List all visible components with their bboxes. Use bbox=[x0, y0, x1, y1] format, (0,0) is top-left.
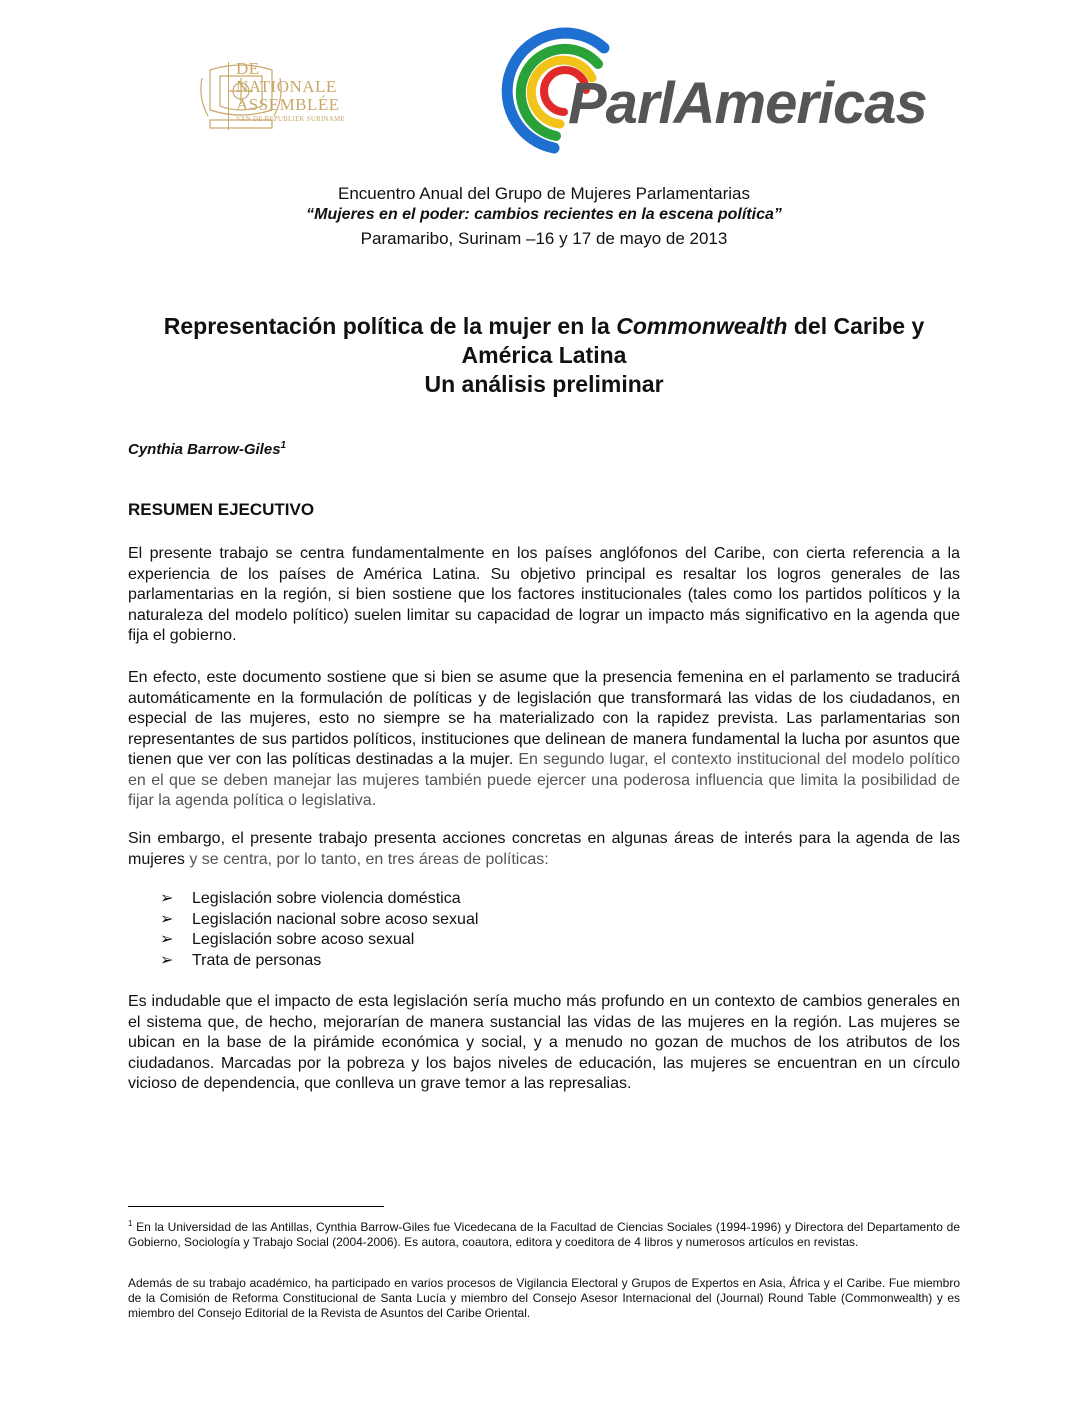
assembly-line-1: DE bbox=[236, 59, 260, 78]
paragraph-1: El presente trabajo se centra fundamentalmente en los países anglófonos del Caribe, con cierta referencia a la experiencia de los países de América Latina. Su objetivo principal es resaltar los logros generales de las parlamentarias en la región, si bien sostiene que los factores institucionales (tales como los partidos políticos y la naturaleza del modelo político) suelen limitar su capacidad de lograr un impacto más significativo en la agenda que fija el gobierno. bbox=[128, 545, 960, 644]
national-assembly-wordmark bbox=[236, 60, 345, 124]
assembly-line-4: VAN DE REPUBLIEK SURINAME bbox=[236, 115, 345, 123]
list-item: ➢ Trata de personas bbox=[160, 951, 478, 972]
footnote-ref[interactable]: 1 bbox=[280, 440, 287, 451]
assembly-line-2: NATIONALE bbox=[236, 77, 337, 96]
author-name: Cynthia Barrow-Giles$^1$ bbox=[128, 440, 287, 458]
list-item: ➢ Legislación sobre violencia doméstica bbox=[160, 889, 478, 910]
document-title-line-1: Representación política de la mujer en la Commonwealth del Caribe y bbox=[163, 313, 925, 339]
title-italic-word: Commonwealth bbox=[616, 313, 788, 339]
arrow-bullet-icon: ➢ bbox=[160, 890, 174, 907]
paragraph-2: En efecto, este documento sostiene que si bien se asume que la presencia femenina en el parlamento se traducirá automáticamente en la formulación de políticas y de legislación que transformará las vidas de los ciudadanos, en especial de las mujeres, esto no siempre se ha materializado con la rapidez prevista. Las parlamentarias son representantes de sus partidos políticos, instituciones que delinean de manera fundamental la lucha por asuntos que tienen que ver con las políticas destinadas a la mujer. En segundo lugar, el contexto institucional del modelo político en el que se deben manejar las mujeres también puede ejercer una poderosa influencia que limita la posibilidad de fijar la agenda política o legislativa. bbox=[128, 669, 960, 809]
list-item: ➢ Legislación nacional sobre acoso sexual bbox=[160, 910, 478, 931]
document-title-line-3: Un análisis preliminar bbox=[424, 371, 664, 397]
event-place-date: Paramaribo, Surinam –16 y 17 de mayo de 2013 bbox=[360, 229, 728, 248]
event-theme: “Mujeres en el poder: cambios recientes en la escena política” bbox=[306, 206, 782, 223]
footnote-1-continued: Además de su trabajo académico, ha participado en varios procesos de Vigilancia Electoral y Grupos de Expertos en Asia, África y el Caribe. Fue miembro de la Comisión de Reforma Constitucional de Santa Lucía y miembro del Consejo Asesor Internacional del (Journal) Round Table (Commonwealth) y es miembro del Consejo Editorial de la Revista de Asuntos del Caribe Oriental. bbox=[128, 1276, 960, 1320]
footnote-divider bbox=[128, 1206, 384, 1207]
document-title-line-2: América Latina bbox=[461, 342, 627, 368]
paragraph-3: Sin embargo, el presente trabajo presenta acciones concretas en algunas áreas de interés para la agenda de las mujeres y se centra, por lo tanto, en tres áreas de políticas: bbox=[128, 830, 960, 868]
arrow-bullet-icon: ➢ bbox=[160, 931, 174, 948]
section-heading: RESUMEN EJECUTIVO bbox=[128, 500, 315, 519]
event-title: Encuentro Anual del Grupo de Mujeres Parlamentarias bbox=[337, 184, 750, 203]
footnote-1: $^1$ En la Universidad de las Antillas, Cynthia Barrow-Giles fue Vicedecana de la Facultad de Ciencias Sociales (1994-1996) y Directora del Departamento de Gobierno, Sociología y Trabajo Social (2004-2006). Es autora, coautora, editora y coeditora de 4 libros y numerosos artículos en revistas. bbox=[128, 1219, 960, 1249]
parlamericas-wordmark: ParlAmericas bbox=[568, 71, 927, 136]
arrow-bullet-icon: ➢ bbox=[160, 951, 174, 969]
logo-divider bbox=[228, 62, 229, 130]
footnote-mark: 1 bbox=[128, 1219, 133, 1228]
paragraph-4: Es indudable que el impacto de esta legislación sería mucho más profundo en un contexto de cambios generales en el sistema que, de hecho, mejorarían de manera sustancial las vidas de las mujeres en la región. Las mujeres se ubican en la base de la pirámide económica y social, y a menudo no gozan de muchos de los atributos de los ciudadanos. Marcadas por la pobreza y los bajos niveles de educación, las mujeres se encuentran en un círculo vicioso de dependencia, que conlleva un grave temor a las represalias. bbox=[128, 993, 960, 1092]
list-item: ➢ Legislación sobre acoso sexual bbox=[160, 930, 478, 951]
document-title bbox=[0, 312, 1088, 399]
arrow-bullet-icon: ➢ bbox=[160, 910, 174, 928]
assembly-line-3: ASSEMBLÉE bbox=[236, 95, 340, 114]
policy-areas-list bbox=[160, 889, 478, 971]
